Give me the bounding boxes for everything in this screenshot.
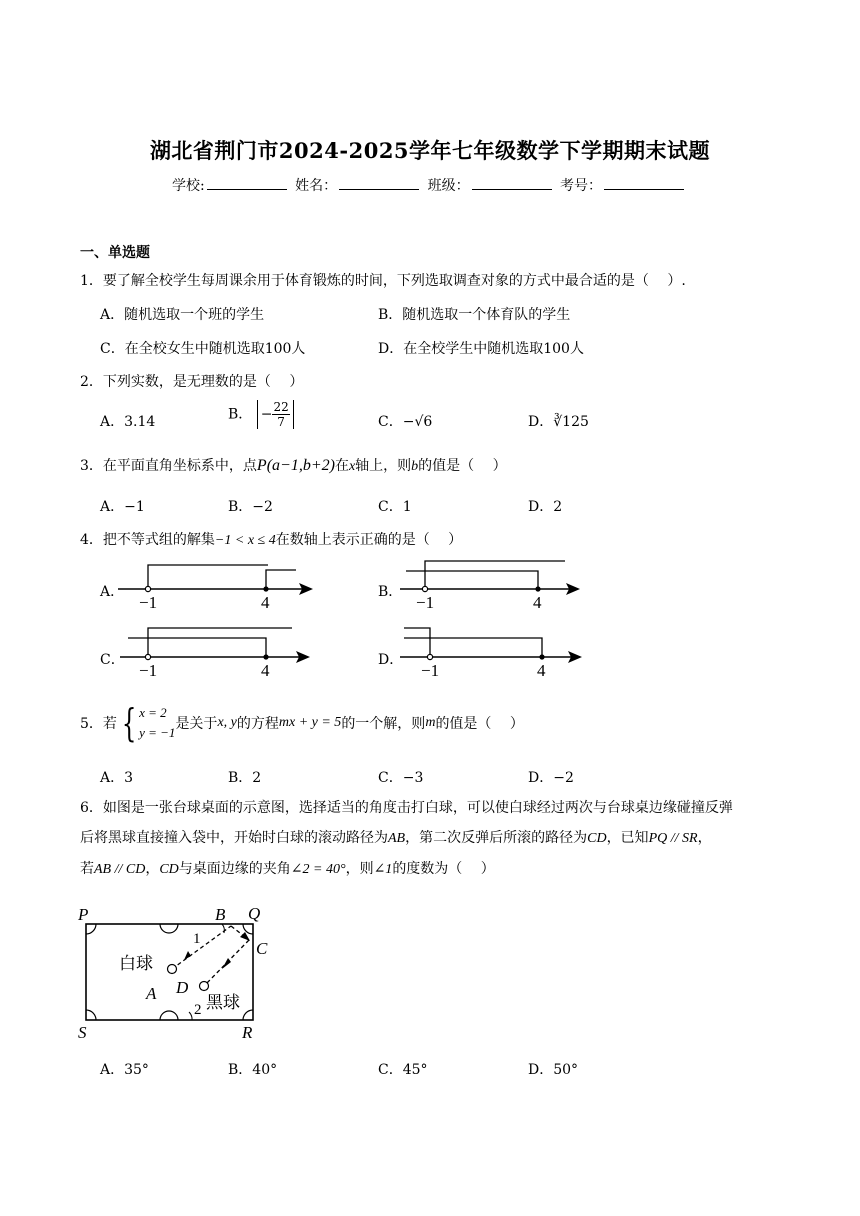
white-ball xyxy=(168,965,177,974)
fraction-numerator: 22 xyxy=(273,400,289,414)
ray-right xyxy=(425,561,565,589)
pocket-s xyxy=(86,1010,96,1020)
q4-text-2: 在数轴上表示正确的是（ ） xyxy=(275,532,463,548)
q2-d-label: D． xyxy=(528,414,554,430)
q6-pq-sr: PQ // SR xyxy=(648,831,698,846)
q3-point: P(a−1,b+2) xyxy=(256,457,335,474)
q6-option-c[interactable]: C．45° xyxy=(378,1062,428,1078)
tick-label-4: 4 xyxy=(537,661,546,680)
q4-text-1: 4．把不等式组的解集 xyxy=(80,532,215,548)
id-blank[interactable] xyxy=(604,177,684,190)
angle-2-arc xyxy=(189,1012,192,1020)
path-ab xyxy=(172,926,231,969)
q1-option-b[interactable]: B．随机选取一个体育队的学生 xyxy=(378,307,571,323)
ray-right xyxy=(266,570,296,589)
q2-option-a[interactable] xyxy=(100,411,155,431)
q5-option-b[interactable]: B．2 xyxy=(228,770,262,786)
solid-dot xyxy=(263,654,268,659)
q3-text-2: 在 xyxy=(334,458,349,474)
q3-text-1: 3．在平面直角坐标系中，点 xyxy=(80,458,257,474)
q4-option-d-numberline[interactable] xyxy=(400,624,590,680)
q4-option-d-label[interactable]: D． xyxy=(378,652,404,668)
q6-ab: AB xyxy=(388,831,406,846)
label-black-ball: 黑球 xyxy=(206,993,240,1012)
arrow-ab xyxy=(184,951,191,960)
q4-option-c-numberline[interactable] xyxy=(120,624,320,680)
q6-cd: CD xyxy=(159,862,179,877)
left-brace: { xyxy=(121,701,137,745)
q6-option-d[interactable]: D．50° xyxy=(528,1062,579,1078)
school-label: 学校: xyxy=(171,178,205,194)
solid-dot xyxy=(539,654,544,659)
open-dot xyxy=(145,586,150,591)
page-title: 湖北省荆门市2024-2025学年七年级数学下学期期末试题 xyxy=(149,138,711,163)
q1-option-c[interactable]: C．在全校女生中随机选取100人 xyxy=(100,341,306,357)
label-angle-2: 2 xyxy=(194,1002,202,1018)
q6-line-3 xyxy=(80,854,780,885)
label-c: C xyxy=(256,939,268,958)
tick-label-4: 4 xyxy=(261,593,270,612)
ray-left xyxy=(404,628,430,657)
q2-a-label: A． xyxy=(100,414,125,430)
q5-m: m xyxy=(425,715,436,730)
student-info-line xyxy=(0,175,860,195)
q6-option-a[interactable]: A．35° xyxy=(100,1062,149,1078)
tick-label-neg1: −1 xyxy=(416,593,435,612)
q5-option-c[interactable]: C．−3 xyxy=(378,770,424,786)
q6-option-b[interactable]: B．40° xyxy=(228,1062,278,1078)
name-blank[interactable] xyxy=(339,177,419,190)
section-heading: 一、单选题 xyxy=(80,245,150,261)
fraction xyxy=(272,400,289,429)
ray-left xyxy=(148,565,268,589)
q6-ab-cd: AB // CD xyxy=(94,862,146,877)
arrow-cd xyxy=(222,958,231,969)
q6-text: ，则 xyxy=(345,861,374,877)
q6-text: 的度数为（ ） xyxy=(392,861,495,877)
q2-d-value: ∛125 xyxy=(553,414,589,430)
q3-b: b xyxy=(411,459,419,474)
label-s: S xyxy=(78,1023,87,1042)
pocket-top-middle xyxy=(160,924,178,933)
label-angle-1: 1 xyxy=(193,931,201,947)
q5-text-3: 的方程 xyxy=(236,716,279,732)
id-label: 考号： xyxy=(560,178,603,194)
q2-option-c[interactable] xyxy=(378,411,432,431)
black-ball xyxy=(200,982,209,991)
q2-c-value: −√6 xyxy=(402,414,433,430)
q2-b-label: B． xyxy=(228,406,253,423)
equation-system xyxy=(117,703,176,743)
q6-cd: CD xyxy=(587,831,607,846)
open-dot xyxy=(427,654,432,659)
system-eq-2: y = −1 xyxy=(139,725,176,740)
q4-option-b-numberline[interactable] xyxy=(400,558,590,612)
label-p: P xyxy=(78,905,89,924)
class-blank[interactable] xyxy=(472,177,552,190)
q2-option-b[interactable] xyxy=(228,400,294,429)
q3-x: x xyxy=(348,459,356,474)
q3-text-3: 轴上，则 xyxy=(355,458,412,474)
solid-dot xyxy=(263,586,268,591)
fraction-denominator: 7 xyxy=(277,415,285,429)
question-3 xyxy=(80,455,507,475)
tick-label-4: 4 xyxy=(533,593,542,612)
tick-label-neg1: −1 xyxy=(139,661,158,680)
q4-inequality: −1 < x ≤ 4 xyxy=(214,533,276,548)
q5-option-d[interactable]: D．−2 xyxy=(528,770,574,786)
label-a: A xyxy=(146,984,157,1003)
question-1: 1．要了解全校学生每周课余用于体育锻炼的时间，下列选取调查对象的方式中最合适的是（ ）. xyxy=(80,273,686,289)
open-dot xyxy=(145,654,150,659)
tick-label-neg1: −1 xyxy=(139,593,158,612)
class-label: 班级： xyxy=(427,178,470,194)
system-eq-1: x = 2 xyxy=(139,705,167,720)
pocket-bottom-middle xyxy=(160,1011,178,1020)
q6-angle-2: ∠2 = 40° xyxy=(290,862,346,877)
question-6 xyxy=(80,793,780,885)
q3-option-a[interactable]: A．−1 xyxy=(100,499,145,515)
q6-angle-1: ∠1 xyxy=(373,862,393,877)
q3-text-4: 的值是（ ） xyxy=(418,458,507,474)
q6-line-1: 6．如图是一张台球桌面的示意图，选择适当的角度击打白球，可以使白球经过两次与台球桌边缘碰撞反弹 xyxy=(80,800,733,816)
q5-option-a[interactable]: A．3 xyxy=(100,770,134,786)
q6-text: 后将黑球直接撞入袋中，开始时白球的滚动路径为 xyxy=(80,830,388,846)
q6-line-2 xyxy=(80,823,780,854)
abs-value-bars: − $\frac{22}{7}$ xyxy=(257,400,294,429)
school-blank[interactable] xyxy=(207,177,287,190)
open-dot xyxy=(422,586,427,591)
q5-vars: x, y xyxy=(217,715,237,730)
pocket-r xyxy=(243,1010,253,1020)
q5-text-5: 的值是（ ） xyxy=(435,716,524,732)
label-b: B xyxy=(215,905,226,924)
q6-text: ，第二次反弹后所滚的路径为 xyxy=(405,830,588,846)
q1-option-d[interactable]: D．在全校学生中随机选取100人 xyxy=(378,341,584,357)
q5-text-1: 5．若 xyxy=(80,716,117,732)
label-q: Q xyxy=(248,904,261,923)
q5-text-2: 是关于 xyxy=(175,716,218,732)
name-label: 姓名： xyxy=(295,178,338,194)
q4-option-c-label[interactable]: C． xyxy=(100,652,125,668)
question-4 xyxy=(80,529,462,549)
q2-option-d[interactable] xyxy=(528,411,589,431)
pocket-p xyxy=(86,924,96,934)
tick-label-4: 4 xyxy=(261,661,270,680)
q4-option-b-label[interactable]: B． xyxy=(378,584,403,600)
ray-right xyxy=(148,628,292,657)
q5-equation: mx + y = 5 xyxy=(278,715,342,730)
q3-option-d[interactable]: D．2 xyxy=(528,499,563,515)
q1-option-a[interactable]: A．随机选取一个班的学生 xyxy=(100,307,265,323)
label-r: R xyxy=(242,1023,253,1042)
q5-text-4: 的一个解，则 xyxy=(341,716,426,732)
ray-left-inner xyxy=(404,638,542,657)
q6-text: ，已知 xyxy=(606,830,649,846)
q4-option-a-label[interactable]: A． xyxy=(100,584,125,600)
billiards-table-figure xyxy=(72,900,282,1042)
q3-option-c[interactable]: C．1 xyxy=(378,499,412,515)
label-d: D xyxy=(176,978,189,997)
q2-a-value: 3.14 xyxy=(124,414,156,430)
q6-text: ， xyxy=(697,830,712,846)
q6-text: 若 xyxy=(80,861,94,877)
q6-text: 与桌面边缘的夹角 xyxy=(178,861,291,877)
solid-dot xyxy=(535,586,540,591)
q2-c-label: C． xyxy=(378,414,403,430)
label-white-ball: 白球 xyxy=(119,954,153,973)
question-5 xyxy=(80,703,524,743)
tick-label-neg1: −1 xyxy=(421,661,440,680)
question-2: 2．下列实数，是无理数的是（ ） xyxy=(80,374,304,390)
q3-option-b[interactable]: B．−2 xyxy=(228,499,273,515)
q6-text: ， xyxy=(145,861,160,877)
q4-option-a-numberline[interactable] xyxy=(118,562,318,612)
